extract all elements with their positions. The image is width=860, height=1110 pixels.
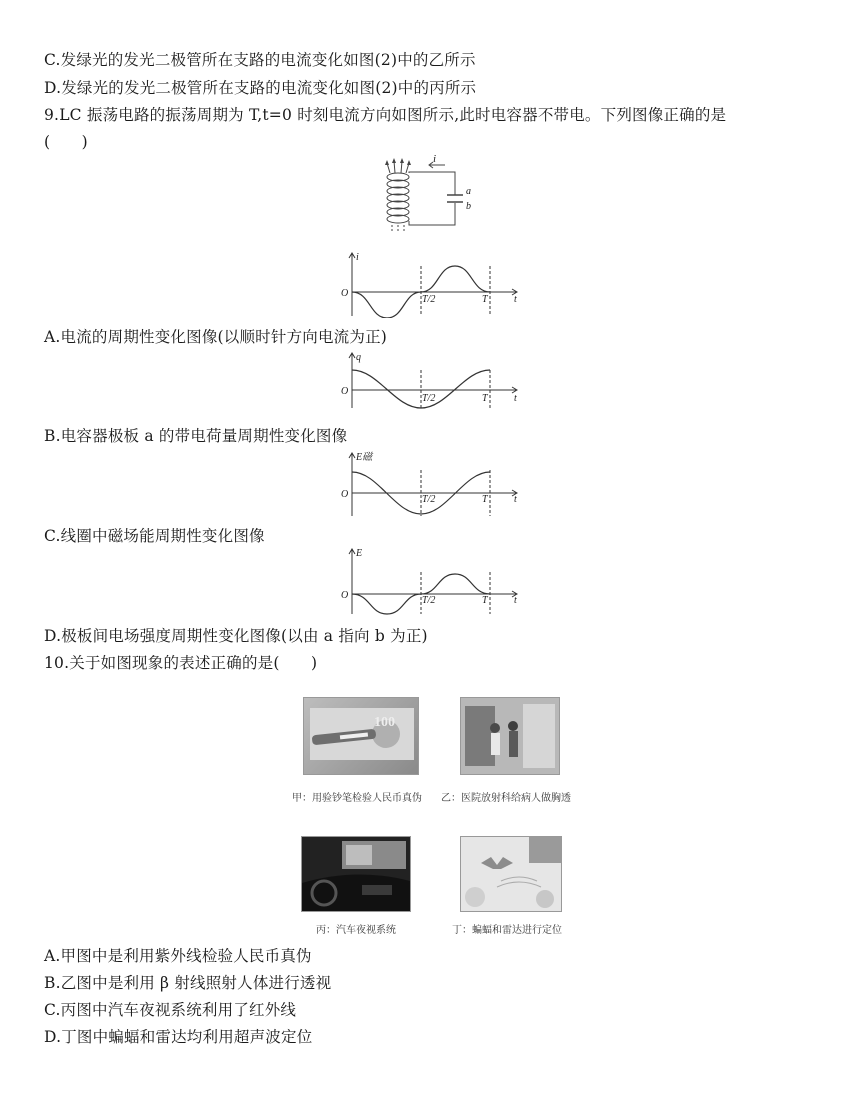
graph-d-full: T	[482, 595, 488, 606]
option-c-q10: C.丙图中汽车夜视系统利用了红外线	[44, 1001, 297, 1019]
option-b-q9: B.电容器极板 a 的带电荷量周期性变化图像	[44, 427, 348, 445]
graph-c-full: T	[482, 494, 488, 505]
photo-ding-bat-radar	[460, 836, 562, 912]
graph-a-xlabel: t	[514, 294, 517, 305]
graph-a-half: T/2	[422, 294, 436, 305]
option-a-q9: A.电流的周期性变化图像(以顺时针方向电流为正)	[44, 328, 388, 346]
option-b-q10: B.乙图中是利用 β 射线照射人体进行透视	[44, 974, 332, 992]
option-c-q9: C.线圈中磁场能周期性变化图像	[44, 527, 265, 545]
graph-a-current	[338, 250, 533, 318]
question-9-answer-blank: ( )	[44, 133, 88, 151]
lc-circuit-diagram	[375, 155, 485, 235]
option-d-q10: D.丁图中蝙蝠和雷达均利用超声波定位	[44, 1028, 313, 1046]
plate-a-label: a	[466, 186, 471, 197]
graph-d-electric-field	[338, 546, 533, 616]
graph-c-half: T/2	[422, 494, 436, 505]
graph-b-origin: O	[341, 386, 349, 397]
graph-c-magnetic-energy	[338, 450, 533, 518]
option-a-q10: A.甲图中是利用紫外线检验人民币真伪	[44, 947, 312, 965]
graph-d-origin: O	[341, 590, 349, 601]
graph-b-full: T	[482, 393, 488, 404]
photo-yi-xray	[460, 697, 560, 775]
photo-bing-night-vision	[301, 836, 411, 912]
caption-bing: 丙：汽车夜视系统	[316, 925, 396, 936]
plate-b-label: b	[466, 201, 471, 212]
graph-b-ylabel: q	[356, 352, 361, 363]
graph-b-xlabel: t	[514, 393, 517, 404]
question-9-stem: 9.LC 振荡电路的振荡周期为 T,t=0 时刻电流方向如图所示,此时电容器不带电。下列图像正确的是	[44, 106, 727, 124]
question-10-stem: 10.关于如图现象的表述正确的是( )	[44, 654, 318, 672]
graph-a-ylabel: i	[356, 252, 359, 263]
graph-d-xlabel: t	[514, 595, 517, 606]
photo-jia-banknote	[303, 697, 419, 775]
option-d-q9: D.极板间电场强度周期性变化图像(以由 a 指向 b 为正)	[44, 627, 428, 645]
graph-d-ylabel: E	[356, 548, 363, 559]
caption-yi: 乙：医院放射科给病人做胸透	[441, 793, 571, 804]
graph-c-ylabel: E磁	[356, 452, 373, 463]
banknote-value: 100	[374, 715, 395, 730]
graph-c-xlabel: t	[514, 494, 517, 505]
graph-a-origin: O	[341, 288, 349, 299]
graph-b-charge	[338, 350, 533, 410]
circuit-current-label: i	[433, 155, 437, 165]
caption-ding: 丁：蝙蝠和雷达进行定位	[452, 925, 562, 936]
graph-d-half: T/2	[422, 595, 436, 606]
graph-c-origin: O	[341, 489, 349, 500]
graph-a-full: T	[482, 294, 488, 305]
option-d-q8: D.发绿光的发光二极管所在支路的电流变化如图(2)中的丙所示	[44, 79, 477, 97]
caption-jia: 甲：用验钞笔检验人民币真伪	[292, 793, 422, 804]
option-c-q8: C.发绿光的发光二极管所在支路的电流变化如图(2)中的乙所示	[44, 51, 476, 69]
graph-b-half: T/2	[422, 393, 436, 404]
